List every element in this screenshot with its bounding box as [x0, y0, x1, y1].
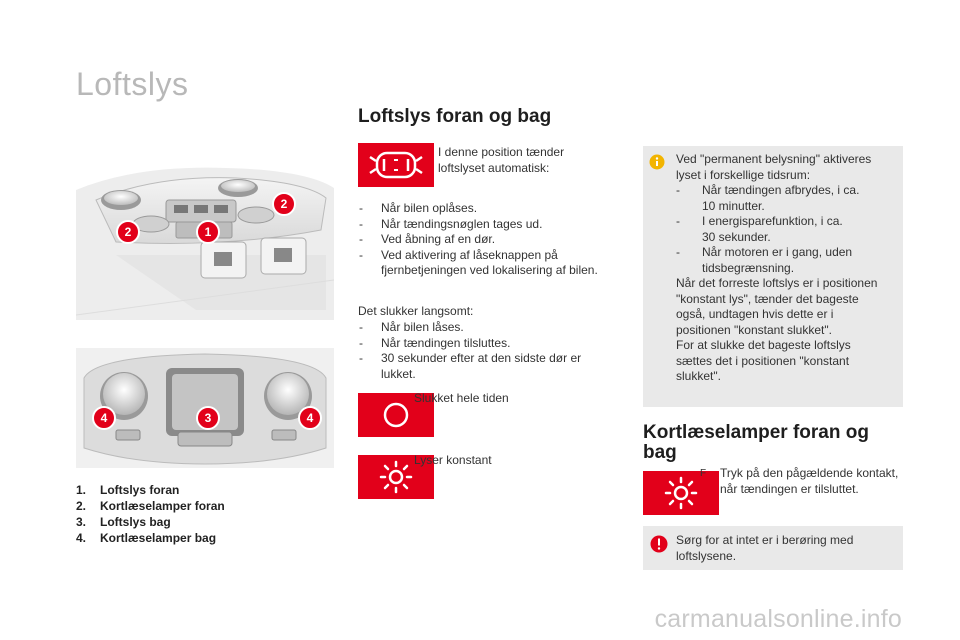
warning-text: Sørg for at intet er i berøring med loftslysene. [676, 533, 854, 563]
warning-icon [650, 535, 668, 553]
info-text: Ved "permanent belysning" aktiveres lyset i forskellige tidsrum: - Når tændingen afbrydes, i ca. 10 minutter. - I energisparefunktion, i ca. 30 sekunder. - Når motoren er i gang, uden tidsbegrænsning. Når det forreste loftslys er i positionen "konstant lys", tænder det bageste også, undtagen hvis dette er i positionen "konstant slukket". For at slukke det bageste loftslys sættes det i positionen "konstant slukket". [676, 152, 898, 385]
on-conditions-list [358, 201, 608, 279]
list-item: - Ved aktivering af låseknappen på fjernbetjeningen ved lokalisering af bilen. [358, 248, 608, 279]
info-list-item: - Når motoren er i gang, uden tidsbegrænsning. [676, 245, 853, 275]
off-mode-label: Slukket hele tiden [414, 391, 509, 405]
warning-box [643, 526, 903, 570]
info-box [643, 146, 903, 407]
door-mode-badge [358, 143, 434, 187]
bullet-square-icon: F [700, 468, 707, 479]
page-title: Loftslys [76, 66, 189, 102]
front-console-figure [76, 160, 334, 320]
callout-3: 3 [196, 406, 220, 430]
off-intro: Det slukker langsomt: [358, 304, 474, 318]
door-mode-text: I denne position tænder loftslyset automatisk: [438, 145, 565, 175]
callout-2-right: 2 [272, 192, 296, 216]
info-list-item: - Når tændingen afbrydes, i ca. 10 minutter. [676, 183, 860, 213]
list-item: - Når tændingen tilsluttes. [358, 336, 598, 352]
watermark: carmanualsonline.info [654, 605, 902, 633]
section-heading-map-lamps: Kortlæselamper foran og bag [643, 422, 869, 463]
list-item: - Når bilen oplåses. [358, 201, 608, 217]
callout-4-left: 4 [92, 406, 116, 430]
map-lamp-instruction: F Tryk på den pågældende kontakt, når tændingen er tilsluttet. [700, 466, 899, 496]
rear-console-figure [76, 348, 334, 468]
legend-item: 2. Kortlæselamper foran [76, 499, 225, 513]
callout-4-right: 4 [298, 406, 322, 430]
list-item: - 30 sekunder efter at den sidste dør er lukket. [358, 351, 598, 382]
section-heading-front-rear: Loftslys foran og bag [358, 106, 552, 127]
list-item: - Når bilen låses. [358, 320, 598, 336]
on-mode-label: Lyser konstant [414, 453, 492, 467]
figure-legend [76, 482, 225, 546]
legend-item: 3. Loftslys bag [76, 515, 171, 529]
legend-item: 1. Loftslys foran [76, 483, 180, 497]
list-item: - Når tændingsnøglen tages ud. [358, 217, 608, 233]
info-icon [649, 154, 665, 170]
callout-1: 1 [196, 220, 220, 244]
car-doors-icon [358, 143, 434, 187]
list-item: - Ved åbning af en dør. [358, 232, 608, 248]
off-conditions-list [358, 320, 598, 382]
info-list-item: - I energisparefunktion, i ca. 30 sekunder. [676, 214, 843, 244]
legend-item: 4. Kortlæselamper bag [76, 531, 217, 545]
callout-2-left: 2 [116, 220, 140, 244]
